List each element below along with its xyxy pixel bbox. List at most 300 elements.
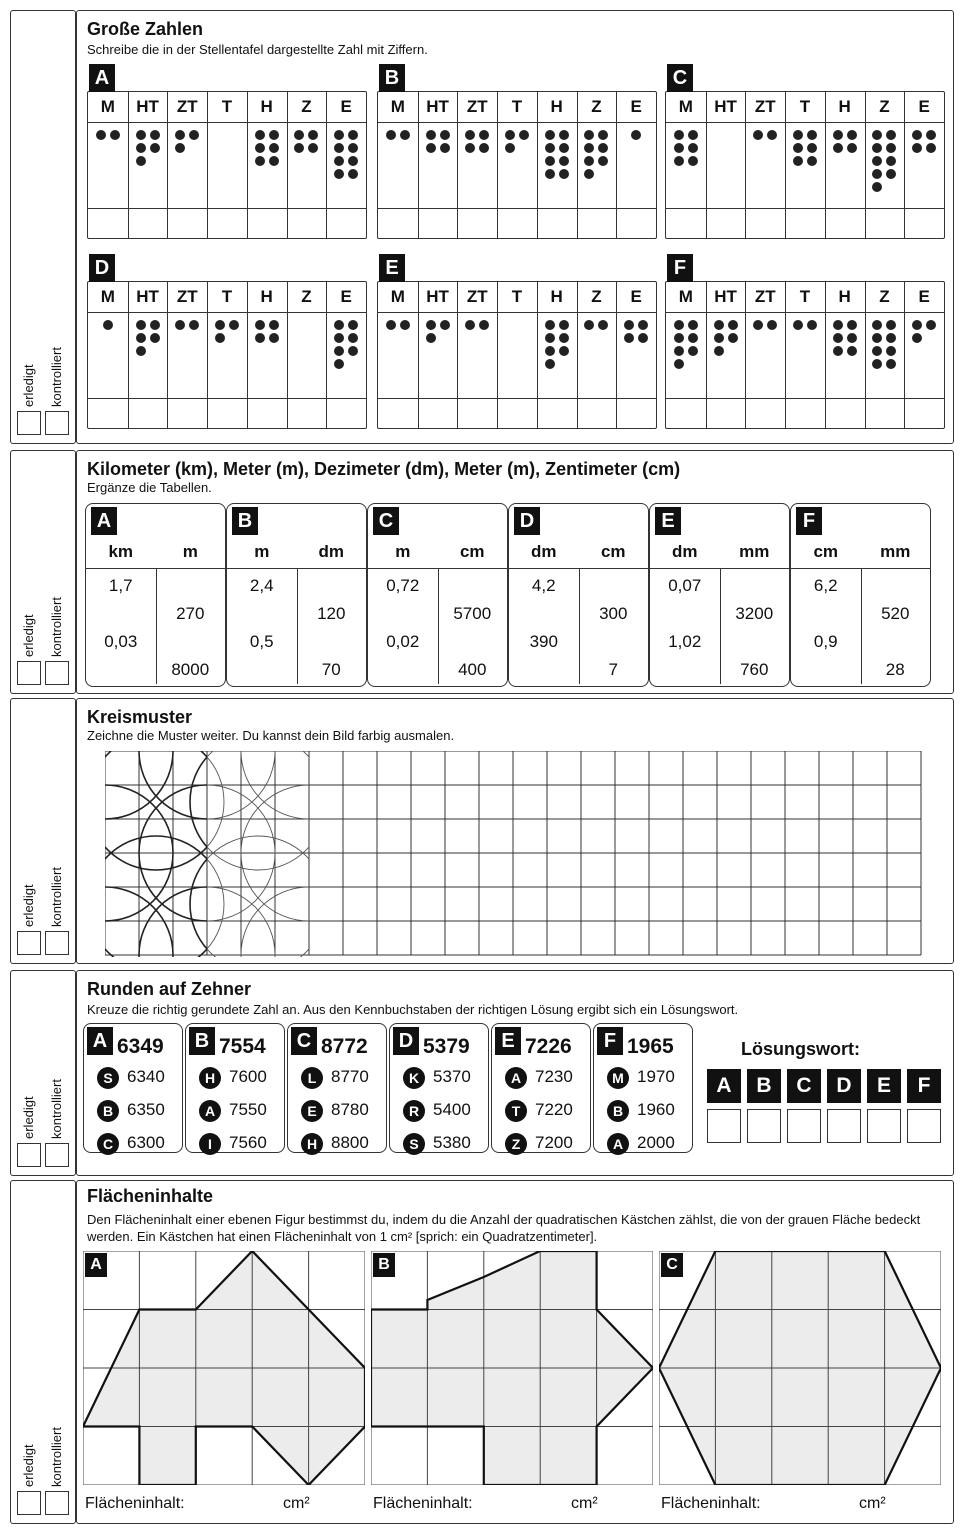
column-divider <box>457 282 458 428</box>
count-dot <box>426 333 436 343</box>
count-dot <box>833 130 843 140</box>
option-value[interactable]: 1960 <box>637 1100 675 1119</box>
pattern-circle <box>105 836 224 957</box>
count-dot <box>479 320 489 330</box>
number-to-round: 8772 <box>321 1035 368 1058</box>
column-header: E <box>630 287 642 306</box>
count-dot <box>559 346 569 356</box>
count-dot <box>136 156 146 166</box>
count-dot <box>584 169 594 179</box>
table-letter-badge: A <box>89 64 115 92</box>
count-dot <box>229 320 239 330</box>
count-dot <box>465 143 475 153</box>
figure-letter-badge: C <box>661 1253 683 1277</box>
count-dot <box>150 130 160 140</box>
column-header: Z <box>301 97 312 116</box>
count-dot <box>912 320 922 330</box>
option-letter-circle[interactable]: R <box>403 1100 425 1122</box>
count-dot <box>189 320 199 330</box>
column-header: HT <box>714 97 737 116</box>
status-box-4 <box>10 970 76 1176</box>
column-divider <box>457 92 458 238</box>
unit-header-left: cm <box>813 542 839 561</box>
count-dot <box>807 130 817 140</box>
count-dot <box>886 130 896 140</box>
column-divider <box>904 282 905 428</box>
status-labels <box>15 827 73 957</box>
column-header: ZT <box>466 287 488 306</box>
count-dot <box>255 130 265 140</box>
area-label: Flächeninhalt: <box>85 1495 185 1512</box>
column-header: H <box>260 97 273 116</box>
count-dot <box>559 156 569 166</box>
column-header: ZT <box>466 97 488 116</box>
count-dot <box>926 130 936 140</box>
section-instruction: Ergänze die Tabellen. <box>87 480 212 495</box>
unit-value-cell: 2,4 <box>249 576 274 595</box>
option-letter-circle[interactable]: H <box>301 1133 323 1155</box>
count-dot <box>559 333 569 343</box>
area-label: Flächeninhalt: <box>661 1495 761 1512</box>
table-letter-badge: C <box>667 64 693 92</box>
erledigt-label: erledigt <box>21 1444 36 1487</box>
kontrolliert-checkbox[interactable] <box>45 661 69 685</box>
count-dot <box>175 320 185 330</box>
count-dot <box>559 143 569 153</box>
count-dot <box>545 333 555 343</box>
count-dot <box>386 320 396 330</box>
count-dot <box>807 143 817 153</box>
count-dot <box>872 156 882 166</box>
option-value[interactable]: 7220 <box>535 1100 573 1119</box>
count-dot <box>136 130 146 140</box>
column-divider <box>904 92 905 238</box>
column-header: T <box>799 287 811 306</box>
count-dot <box>793 156 803 166</box>
count-dot <box>688 143 698 153</box>
option-letter-circle[interactable]: B <box>97 1100 119 1122</box>
solution-letter-header: A <box>707 1069 741 1103</box>
column-header: M <box>100 97 115 116</box>
place-value-table <box>87 281 367 429</box>
count-dot <box>348 320 358 330</box>
column-divider <box>537 282 538 428</box>
unit-value-cell: 300 <box>599 604 628 623</box>
erledigt-label: erledigt <box>21 614 36 657</box>
column-header: Z <box>879 287 890 306</box>
unit-value-cell: 0,9 <box>813 632 838 651</box>
table-header-row <box>378 282 656 313</box>
option-value[interactable]: 5380 <box>433 1133 471 1152</box>
column-divider <box>128 282 129 428</box>
column-header: H <box>260 287 273 306</box>
option-letter-circle[interactable]: A <box>505 1067 527 1089</box>
section-runden <box>76 970 954 1176</box>
table-header-row <box>88 282 366 313</box>
count-dot <box>886 359 896 369</box>
option-value[interactable]: 5370 <box>433 1067 471 1086</box>
option-value[interactable]: 8780 <box>331 1100 369 1119</box>
erledigt-checkbox[interactable] <box>17 411 41 435</box>
column-divider <box>745 282 746 428</box>
unit-header-right: m <box>182 542 198 561</box>
count-dot <box>714 320 724 330</box>
count-dot <box>269 143 279 153</box>
option-letter-circle[interactable]: Z <box>505 1133 527 1155</box>
unit-value-cell: 400 <box>458 660 487 679</box>
column-header: T <box>511 97 523 116</box>
group-letter-badge: A <box>87 1027 113 1055</box>
count-dot <box>426 143 436 153</box>
column-header: E <box>918 97 930 116</box>
count-dot <box>767 130 777 140</box>
count-dot <box>545 143 555 153</box>
area-answer-field[interactable] <box>501 1495 571 1515</box>
count-dot <box>348 169 358 179</box>
column-header: Z <box>591 287 602 306</box>
column-header: ZT <box>176 287 198 306</box>
count-dot <box>793 143 803 153</box>
solution-letter-header: E <box>867 1069 901 1103</box>
count-dot <box>334 169 344 179</box>
kontrolliert-label: kontrolliert <box>49 1079 64 1139</box>
count-dot <box>638 320 648 330</box>
kontrolliert-checkbox[interactable] <box>45 411 69 435</box>
kontrolliert-label: kontrolliert <box>49 597 64 657</box>
pattern-circle-light <box>190 751 326 870</box>
status-box-3 <box>10 698 76 964</box>
count-dot <box>886 320 896 330</box>
column-divider <box>825 282 826 428</box>
unit-value-cell: 4,2 <box>531 576 556 595</box>
option-value[interactable]: 7200 <box>535 1133 573 1152</box>
column-divider <box>616 92 617 238</box>
number-to-round: 1965 <box>627 1035 674 1058</box>
place-value-table <box>377 281 657 429</box>
answer-line <box>378 208 656 209</box>
count-dot <box>886 333 896 343</box>
count-dot <box>559 320 569 330</box>
count-dot <box>150 333 160 343</box>
option-letter-circle[interactable]: A <box>607 1133 629 1155</box>
count-dot <box>136 143 146 153</box>
area-figure-grid <box>83 1251 365 1485</box>
area-answer-field[interactable] <box>213 1495 283 1515</box>
count-dot <box>926 320 936 330</box>
option-letter-circle[interactable]: T <box>505 1100 527 1122</box>
option-value[interactable]: 7600 <box>229 1067 267 1086</box>
pattern-circle-light <box>105 836 224 957</box>
count-dot <box>136 333 146 343</box>
option-letter-circle[interactable]: S <box>97 1067 119 1089</box>
count-dot <box>584 143 594 153</box>
unit-value-cell: 0,03 <box>104 632 138 651</box>
section-title: Runden auf Zehner <box>87 979 252 999</box>
option-letter-circle[interactable]: H <box>199 1067 221 1089</box>
count-dot <box>624 333 634 343</box>
count-dot <box>505 130 515 140</box>
number-to-round: 7554 <box>219 1035 266 1058</box>
unit-value-cell: 7 <box>608 660 618 679</box>
unit-value-cell: 270 <box>176 604 205 623</box>
option-letter-circle[interactable]: S <box>403 1133 425 1155</box>
column-divider <box>497 282 498 428</box>
option-value[interactable]: 6340 <box>127 1067 165 1086</box>
solution-letter-box[interactable] <box>827 1109 861 1143</box>
column-divider <box>745 92 746 238</box>
option-value[interactable]: 8770 <box>331 1067 369 1086</box>
section-instruction: Zeichne die Muster weiter. Du kannst dein Bild farbig ausmalen. <box>87 728 455 743</box>
unit-header-right: cm <box>600 542 626 561</box>
count-dot <box>426 130 436 140</box>
erledigt-checkbox[interactable] <box>17 1491 41 1515</box>
option-value[interactable]: 5400 <box>433 1100 471 1119</box>
column-divider <box>577 282 578 428</box>
solution-letter-box[interactable] <box>707 1109 741 1143</box>
column-header: ZT <box>176 97 198 116</box>
option-value[interactable]: 2000 <box>637 1133 675 1152</box>
count-dot <box>688 333 698 343</box>
count-dot <box>674 143 684 153</box>
count-dot <box>255 320 265 330</box>
column-header: E <box>340 287 352 306</box>
option-value[interactable]: 6300 <box>127 1133 165 1152</box>
count-dot <box>103 320 113 330</box>
count-dot <box>753 130 763 140</box>
section-einheiten <box>76 450 954 694</box>
column-header: M <box>390 97 405 116</box>
option-value[interactable]: 7550 <box>229 1100 267 1119</box>
column-header: M <box>390 287 405 306</box>
section-grosse-zahlen <box>76 10 954 444</box>
status-box-5 <box>10 1180 76 1524</box>
figure-letter-badge: B <box>373 1253 395 1277</box>
count-dot <box>688 130 698 140</box>
place-value-table <box>665 91 945 239</box>
count-dot <box>714 333 724 343</box>
solution-letter-header: B <box>747 1069 781 1103</box>
area-unit: cm² <box>859 1495 886 1512</box>
unit-value-cell: 8000 <box>171 660 210 679</box>
table-header-row <box>666 282 944 313</box>
count-dot <box>886 143 896 153</box>
column-header: M <box>678 287 693 306</box>
solution-letter-box[interactable] <box>867 1109 901 1143</box>
unit-value-cell: 0,02 <box>386 632 420 651</box>
pattern-circle-light <box>105 751 224 870</box>
column-divider <box>287 282 288 428</box>
unit-value-cell: 0,72 <box>386 576 420 595</box>
count-dot <box>674 130 684 140</box>
count-dot <box>872 169 882 179</box>
kontrolliert-label: kontrolliert <box>49 867 64 927</box>
option-letter-circle[interactable]: M <box>607 1067 629 1089</box>
count-dot <box>598 143 608 153</box>
option-letter-circle[interactable]: L <box>301 1067 323 1089</box>
count-dot <box>598 320 608 330</box>
count-dot <box>348 130 358 140</box>
count-dot <box>545 320 555 330</box>
answer-line <box>378 398 656 399</box>
table-letter-badge: A <box>91 507 117 535</box>
count-dot <box>912 333 922 343</box>
column-divider <box>577 92 578 238</box>
column-header: E <box>340 97 352 116</box>
unit-value-cell: 390 <box>529 632 558 651</box>
count-dot <box>833 346 843 356</box>
count-dot <box>215 320 225 330</box>
column-header: E <box>918 287 930 306</box>
column-header: ZT <box>754 287 776 306</box>
unit-header-left: km <box>108 542 134 561</box>
solution-letter-box[interactable] <box>747 1109 781 1143</box>
unit-header-left: m <box>254 542 270 561</box>
count-dot <box>847 130 857 140</box>
status-box-2 <box>10 450 76 694</box>
table-letter-badge: B <box>232 507 258 535</box>
count-dot <box>926 143 936 153</box>
count-dot <box>912 143 922 153</box>
unit-value-cell: 760 <box>740 660 769 679</box>
column-divider <box>616 282 617 428</box>
pattern-circle-light <box>190 836 326 957</box>
count-dot <box>847 346 857 356</box>
solution-letter-header: D <box>827 1069 861 1103</box>
column-divider <box>207 282 208 428</box>
column-divider <box>865 282 866 428</box>
table-header-row <box>378 92 656 123</box>
kontrolliert-checkbox[interactable] <box>45 1143 69 1167</box>
section-title: Kreismuster <box>87 707 193 727</box>
place-value-table <box>87 91 367 239</box>
count-dot <box>479 143 489 153</box>
column-header: HT <box>136 287 159 306</box>
column-divider <box>247 92 248 238</box>
unit-value-cell: 0,5 <box>249 632 274 651</box>
status-labels <box>15 307 73 437</box>
unit-header-left: m <box>395 542 411 561</box>
column-divider <box>418 92 419 238</box>
column-header: E <box>630 97 642 116</box>
solution-letter-box[interactable] <box>787 1109 821 1143</box>
count-dot <box>584 130 594 140</box>
option-letter-circle[interactable]: B <box>607 1100 629 1122</box>
count-dot <box>348 333 358 343</box>
count-dot <box>688 320 698 330</box>
column-divider <box>706 92 707 238</box>
count-dot <box>545 169 555 179</box>
count-dot <box>638 333 648 343</box>
column-divider <box>207 92 208 238</box>
kontrolliert-checkbox[interactable] <box>45 931 69 955</box>
column-header: M <box>100 287 115 306</box>
option-letter-circle[interactable]: I <box>199 1133 221 1155</box>
answer-line <box>88 208 366 209</box>
table-header-row <box>666 92 944 123</box>
unit-header-left: dm <box>531 542 557 561</box>
count-dot <box>150 320 160 330</box>
count-dot <box>269 156 279 166</box>
erledigt-checkbox[interactable] <box>17 931 41 955</box>
column-header: M <box>678 97 693 116</box>
area-answer-field[interactable] <box>789 1495 859 1515</box>
option-letter-circle[interactable]: A <box>199 1100 221 1122</box>
option-letter-circle[interactable]: E <box>301 1100 323 1122</box>
option-value[interactable]: 7230 <box>535 1067 573 1086</box>
group-letter-badge: C <box>291 1027 317 1055</box>
area-figure-grid <box>659 1251 941 1485</box>
option-value[interactable]: 8800 <box>331 1133 369 1152</box>
pattern-circle <box>190 751 326 870</box>
erledigt-checkbox[interactable] <box>17 661 41 685</box>
count-dot <box>545 130 555 140</box>
solution-letter-box[interactable] <box>907 1109 941 1143</box>
count-dot <box>334 320 344 330</box>
count-dot <box>440 320 450 330</box>
group-letter-badge: E <box>495 1027 521 1055</box>
column-header: H <box>550 287 563 306</box>
kontrolliert-checkbox[interactable] <box>45 1491 69 1515</box>
column-divider <box>865 92 866 238</box>
option-value[interactable]: 6350 <box>127 1100 165 1119</box>
option-letter-circle[interactable]: K <box>403 1067 425 1089</box>
table-letter-badge: F <box>667 254 693 282</box>
count-dot <box>833 333 843 343</box>
unit-header-left: dm <box>672 542 698 561</box>
pattern-grid[interactable] <box>105 751 925 957</box>
count-dot <box>545 346 555 356</box>
column-divider <box>167 282 168 428</box>
status-labels <box>15 1387 73 1517</box>
count-dot <box>215 333 225 343</box>
count-dot <box>872 182 882 192</box>
count-dot <box>624 320 634 330</box>
unit-value-cell: 0,07 <box>668 576 702 595</box>
count-dot <box>793 130 803 140</box>
count-dot <box>807 156 817 166</box>
pattern-circle <box>105 751 224 870</box>
count-dot <box>479 130 489 140</box>
status-labels <box>15 557 73 687</box>
count-dot <box>559 169 569 179</box>
area-label: Flächeninhalt: <box>373 1495 473 1512</box>
column-divider <box>167 92 168 238</box>
option-value[interactable]: 1970 <box>637 1067 675 1086</box>
column-header: HT <box>714 287 737 306</box>
count-dot <box>912 130 922 140</box>
option-value[interactable]: 7560 <box>229 1133 267 1152</box>
area-unit: cm² <box>283 1495 310 1512</box>
unit-header-right: dm <box>318 542 344 561</box>
group-letter-badge: B <box>189 1027 215 1055</box>
count-dot <box>714 346 724 356</box>
column-divider <box>785 282 786 428</box>
count-dot <box>872 320 882 330</box>
count-dot <box>255 333 265 343</box>
option-letter-circle[interactable]: C <box>97 1133 119 1155</box>
area-unit: cm² <box>571 1495 598 1512</box>
table-header-row <box>88 92 366 123</box>
erledigt-checkbox[interactable] <box>17 1143 41 1167</box>
section-title: Flächeninhalte <box>87 1186 214 1206</box>
count-dot <box>728 333 738 343</box>
column-header: H <box>550 97 563 116</box>
unit-value-cell: 120 <box>317 604 346 623</box>
pattern-circle <box>190 836 326 957</box>
column-divider <box>128 92 129 238</box>
erledigt-label: erledigt <box>21 1096 36 1139</box>
section-instruction: Schreibe die in der Stellentafel dargestellte Zahl mit Ziffern. <box>87 42 428 57</box>
